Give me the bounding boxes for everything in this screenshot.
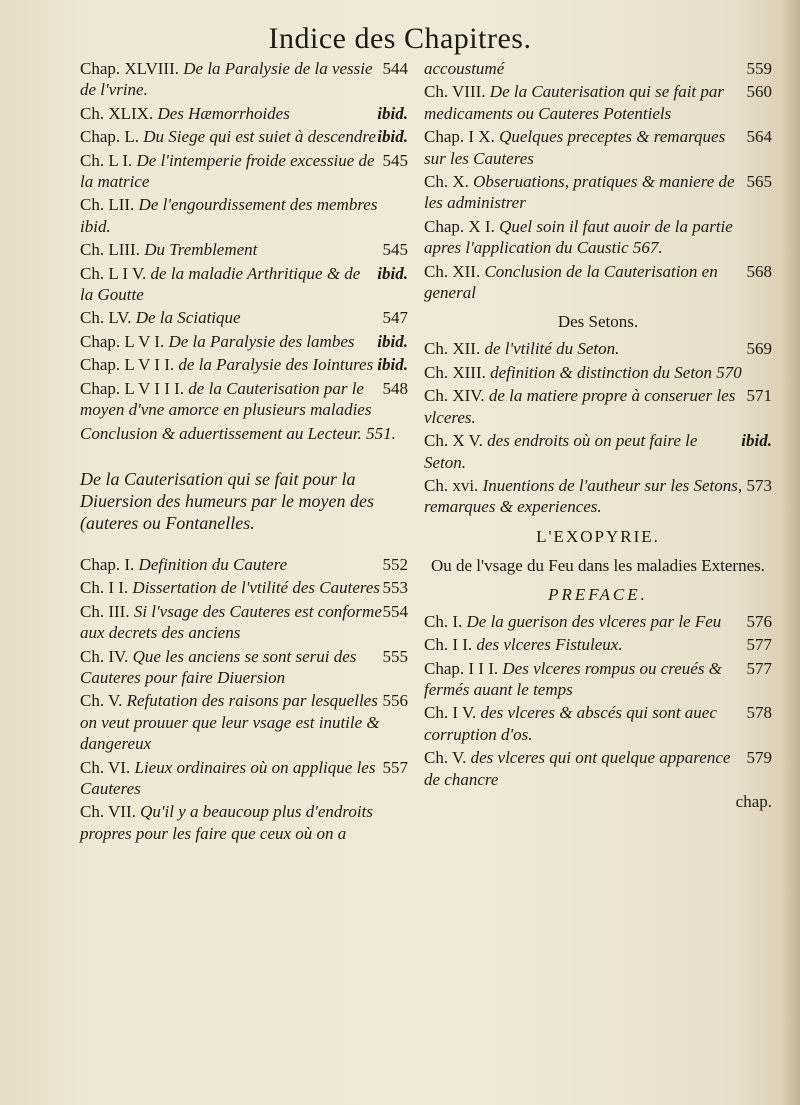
page-title: Indice des Chapitres.	[268, 22, 532, 55]
toc-entry-title: des vlceres & abscés qui sont auec corruption d'os.	[424, 703, 717, 744]
toc-entry-title: Refutation des raisons par lesquelles on veut prouuer que leur vsage est inutile & dangereux	[80, 691, 380, 754]
toc-entry	[80, 263, 408, 306]
toc-entry-page: 579	[746, 748, 772, 768]
toc-entry-label: Chap. L V I I I.	[80, 378, 185, 398]
toc-entry-title: De l'intemperie froide excessiue de la matrice	[80, 150, 375, 192]
toc-entry-page: 569	[746, 339, 772, 359]
toc-entry-title: De la guerison des vlceres par le Feu	[466, 611, 722, 631]
section-heading-preface: PREFACE.	[548, 584, 648, 604]
catchword: chap.	[735, 791, 772, 811]
section-heading-cauteres: De la Cauterisation qui se fait pour la Diuersion des humeurs par le moyen des (auteres ou Fontanelles.	[80, 468, 374, 533]
toc-entry-page: 565	[746, 172, 772, 192]
toc-entry-title: Quel soin il faut auoir de la partie apres l'application du Caustic 567.	[424, 216, 733, 258]
toc-entry-page: ibid.	[377, 263, 408, 283]
toc-entry-title: de la Cauterisation par le moyen d'vne amorce en plusieurs maladies	[80, 378, 372, 420]
toc-entry-label: Ch. VIII.	[424, 82, 486, 102]
toc-entry-page: 552	[382, 554, 408, 574]
toc-entry-page: 577	[746, 635, 772, 655]
toc-entry-title: De l'engourdissement des membres ibid.	[80, 195, 378, 236]
toc-entry-label: Chap. XLVIII.	[80, 59, 179, 78]
toc-entry-page: 557	[382, 757, 408, 777]
toc-entry	[424, 475, 772, 518]
toc-entry-title: Qu'il y a beaucoup plus d'endroits propres pour les faire que ceux où on a	[80, 802, 373, 843]
toc-entry	[80, 150, 408, 193]
toc-entry-label: Ch. VI.	[80, 757, 131, 777]
toc-entry	[424, 261, 772, 304]
toc-entry-page: 547	[382, 308, 408, 328]
toc-entry	[424, 634, 772, 655]
toc-entry-title: Si l'vsage des Cauteres est conforme aux decrets des anciens	[80, 601, 382, 643]
toc-entry	[424, 58, 772, 79]
toc-entry-label: Ch. XIV.	[424, 386, 485, 406]
toc-entry-page: 571	[746, 386, 772, 406]
toc-entry-title: des vlceres Fistuleux.	[476, 635, 623, 655]
toc-entry	[424, 171, 772, 214]
toc-entry-title: Quelques preceptes & remarques sur les Cauteres	[424, 127, 726, 168]
toc-entry-title: de l'vtilité du Seton.	[484, 339, 620, 359]
toc-entry-title: De la Paralysie de la vessie de l'vrine.	[80, 59, 373, 100]
right-entries-3	[424, 611, 772, 790]
toc-entry	[80, 378, 408, 421]
toc-entry-title: Du Tremblement	[144, 240, 258, 260]
toc-entry-label: Chap. I I I.	[424, 658, 499, 678]
left-entries-2	[80, 554, 408, 844]
toc-entry-page: ibid.	[377, 331, 408, 351]
toc-entry	[80, 239, 408, 260]
toc-entry-label: Ch. V.	[424, 748, 467, 768]
toc-entry-title: accoustumé	[424, 59, 505, 78]
toc-entry	[80, 690, 408, 754]
toc-entry-label: Ch. IV.	[80, 646, 129, 666]
toc-entry-title: Dissertation de l'vtilité des Cauteres	[132, 578, 381, 598]
toc-entry-label: Ch. XLIX.	[80, 103, 154, 123]
toc-entry	[80, 194, 408, 237]
toc-entry-page: ibid.	[377, 103, 408, 123]
right-column	[424, 58, 772, 812]
left-column	[80, 58, 408, 846]
page-spine-shadow	[782, 0, 800, 1105]
toc-entry-label: Ch. L I.	[80, 150, 133, 170]
toc-entry-title: Lieux ordinaires où on applique les Cauteres	[80, 757, 376, 798]
toc-entry	[80, 757, 408, 800]
toc-entry-page: 576	[746, 611, 772, 631]
section-heading-setons: Des Setons.	[557, 312, 639, 332]
section-heading-exopyrie: L'EXOPYRIE.	[536, 526, 660, 546]
toc-entry-title: definition & distinction du Seton 570	[490, 362, 742, 382]
toc-entry-label: Ch. LIII.	[80, 240, 140, 260]
toc-entry	[424, 430, 772, 473]
toc-entry-title: Du Siege qui est suiet à descendre	[143, 127, 376, 147]
toc-entry	[80, 103, 408, 124]
toc-entry-label: Chap. I X.	[424, 127, 495, 147]
toc-entry-label: Ch. xvi.	[424, 475, 479, 495]
toc-entry-title: Des Hæmorrhoides	[157, 103, 290, 123]
toc-entry	[80, 577, 408, 598]
toc-entry-label: Ch. XII.	[424, 339, 481, 359]
toc-entry	[424, 362, 772, 383]
toc-entry	[80, 801, 408, 844]
toc-entry-label: Ch. V.	[80, 691, 123, 711]
toc-entry-title: de la Paralysie des Iointures	[178, 355, 374, 375]
toc-entry-page: 573	[746, 475, 772, 495]
right-entries-1	[424, 58, 772, 303]
toc-entry	[424, 611, 772, 632]
toc-entry-page: 545	[382, 150, 408, 170]
toc-entry	[80, 126, 408, 147]
toc-entry	[80, 307, 408, 328]
toc-entry-page: 577	[746, 658, 772, 678]
toc-entry-page: ibid.	[741, 431, 772, 451]
toc-entry-title: Que les anciens se sont serui des Cauteres pour faire Diuersion	[80, 646, 357, 687]
toc-entry-page: ibid.	[377, 127, 408, 147]
toc-entry-page: 548	[382, 378, 408, 398]
toc-entry	[424, 81, 772, 124]
toc-entry-label: Ch. X V.	[424, 431, 483, 451]
toc-entry	[80, 58, 408, 101]
toc-entry	[80, 646, 408, 689]
toc-entry-label: Chap. L.	[80, 127, 140, 147]
toc-entry	[80, 601, 408, 644]
toc-entry-label: Ch. I V.	[424, 703, 477, 723]
toc-entry-page: 553	[382, 578, 408, 598]
toc-entry-page: 545	[382, 240, 408, 260]
toc-entry-label: Ch. I.	[424, 611, 463, 631]
toc-entry-title: Inuentions de l'autheur sur les Setons, remarques & experiences.	[424, 475, 743, 517]
toc-entry-title: de la maladie Arthritique & de la Goutte	[80, 263, 361, 305]
toc-entry-page: 560	[746, 82, 772, 102]
toc-entry	[80, 331, 408, 352]
toc-entry-label: Ch. III.	[80, 601, 130, 621]
toc-entry-page: ibid.	[377, 355, 408, 375]
toc-entry-title: des vlceres qui ont quelque apparence de chancre	[424, 748, 731, 789]
toc-entry-page: 559	[746, 59, 772, 78]
toc-entry-label: Ch. I I.	[424, 635, 473, 655]
toc-entry	[424, 216, 772, 259]
toc-entry-title: De la Paralysie des lambes	[168, 331, 355, 351]
toc-entry-label: Ch. LV.	[80, 308, 132, 328]
toc-entry-label: Chap. L V I.	[80, 331, 165, 351]
toc-entry-page: 556	[382, 691, 408, 711]
toc-entry	[424, 338, 772, 359]
toc-entry-label: Chap. X I.	[424, 216, 495, 236]
toc-entry-title: des endroits où on peut faire le Seton.	[424, 431, 698, 472]
toc-entry-page: 568	[746, 261, 772, 281]
section-subheading-exopyrie: Ou de l'vsage du Feu dans les maladies Externes.	[430, 555, 765, 575]
toc-entry	[424, 385, 772, 428]
toc-entry-page: 564	[746, 127, 772, 147]
toc-entry-label: Ch. XIII.	[424, 362, 486, 382]
toc-entry	[424, 702, 772, 745]
toc-entry-label: Ch. I I.	[80, 578, 129, 598]
toc-entry-page: 578	[746, 703, 772, 723]
toc-entry	[80, 554, 408, 575]
toc-entry-title: De la Sciatique	[135, 308, 241, 328]
toc-entry	[424, 658, 772, 701]
right-entries-2	[424, 338, 772, 517]
toc-entry-label: Ch. VII.	[80, 802, 136, 822]
toc-entry	[424, 126, 772, 169]
toc-entry-label: Ch. X.	[424, 172, 469, 192]
toc-entry-label: Ch. LII.	[80, 195, 135, 215]
toc-entry-page: 544	[382, 59, 408, 78]
toc-entry-title: Conclusion & aduertissement au Lecteur. 551.	[80, 423, 396, 443]
toc-entry	[80, 423, 408, 444]
toc-entry-title: Definition du Cautere	[138, 554, 288, 574]
toc-entry-page: 555	[382, 646, 408, 666]
toc-entry-label: Chap. I.	[80, 554, 135, 574]
left-entries-1	[80, 58, 408, 444]
toc-entry-title: Des vlceres rompus ou creués & fermés auant le temps	[424, 658, 722, 699]
toc-entry-title: Conclusion de la Cauterisation en general	[424, 261, 718, 303]
toc-entry-title: Obseruations, pratiques & maniere de les administrer	[424, 172, 735, 213]
toc-entry	[424, 747, 772, 790]
toc-entry-title: De la Cauterisation qui se fait par medicaments ou Cauteres Potentiels	[424, 82, 725, 123]
toc-entry-label: Ch. XII.	[424, 261, 481, 281]
toc-entry-label: Chap. L V I I.	[80, 355, 175, 375]
toc-entry-title: de la matiere propre à conseruer les vlceres.	[424, 386, 736, 427]
toc-entry	[80, 354, 408, 375]
toc-entry-page: 554	[382, 601, 408, 621]
toc-entry-label: Ch. L I V.	[80, 263, 147, 283]
